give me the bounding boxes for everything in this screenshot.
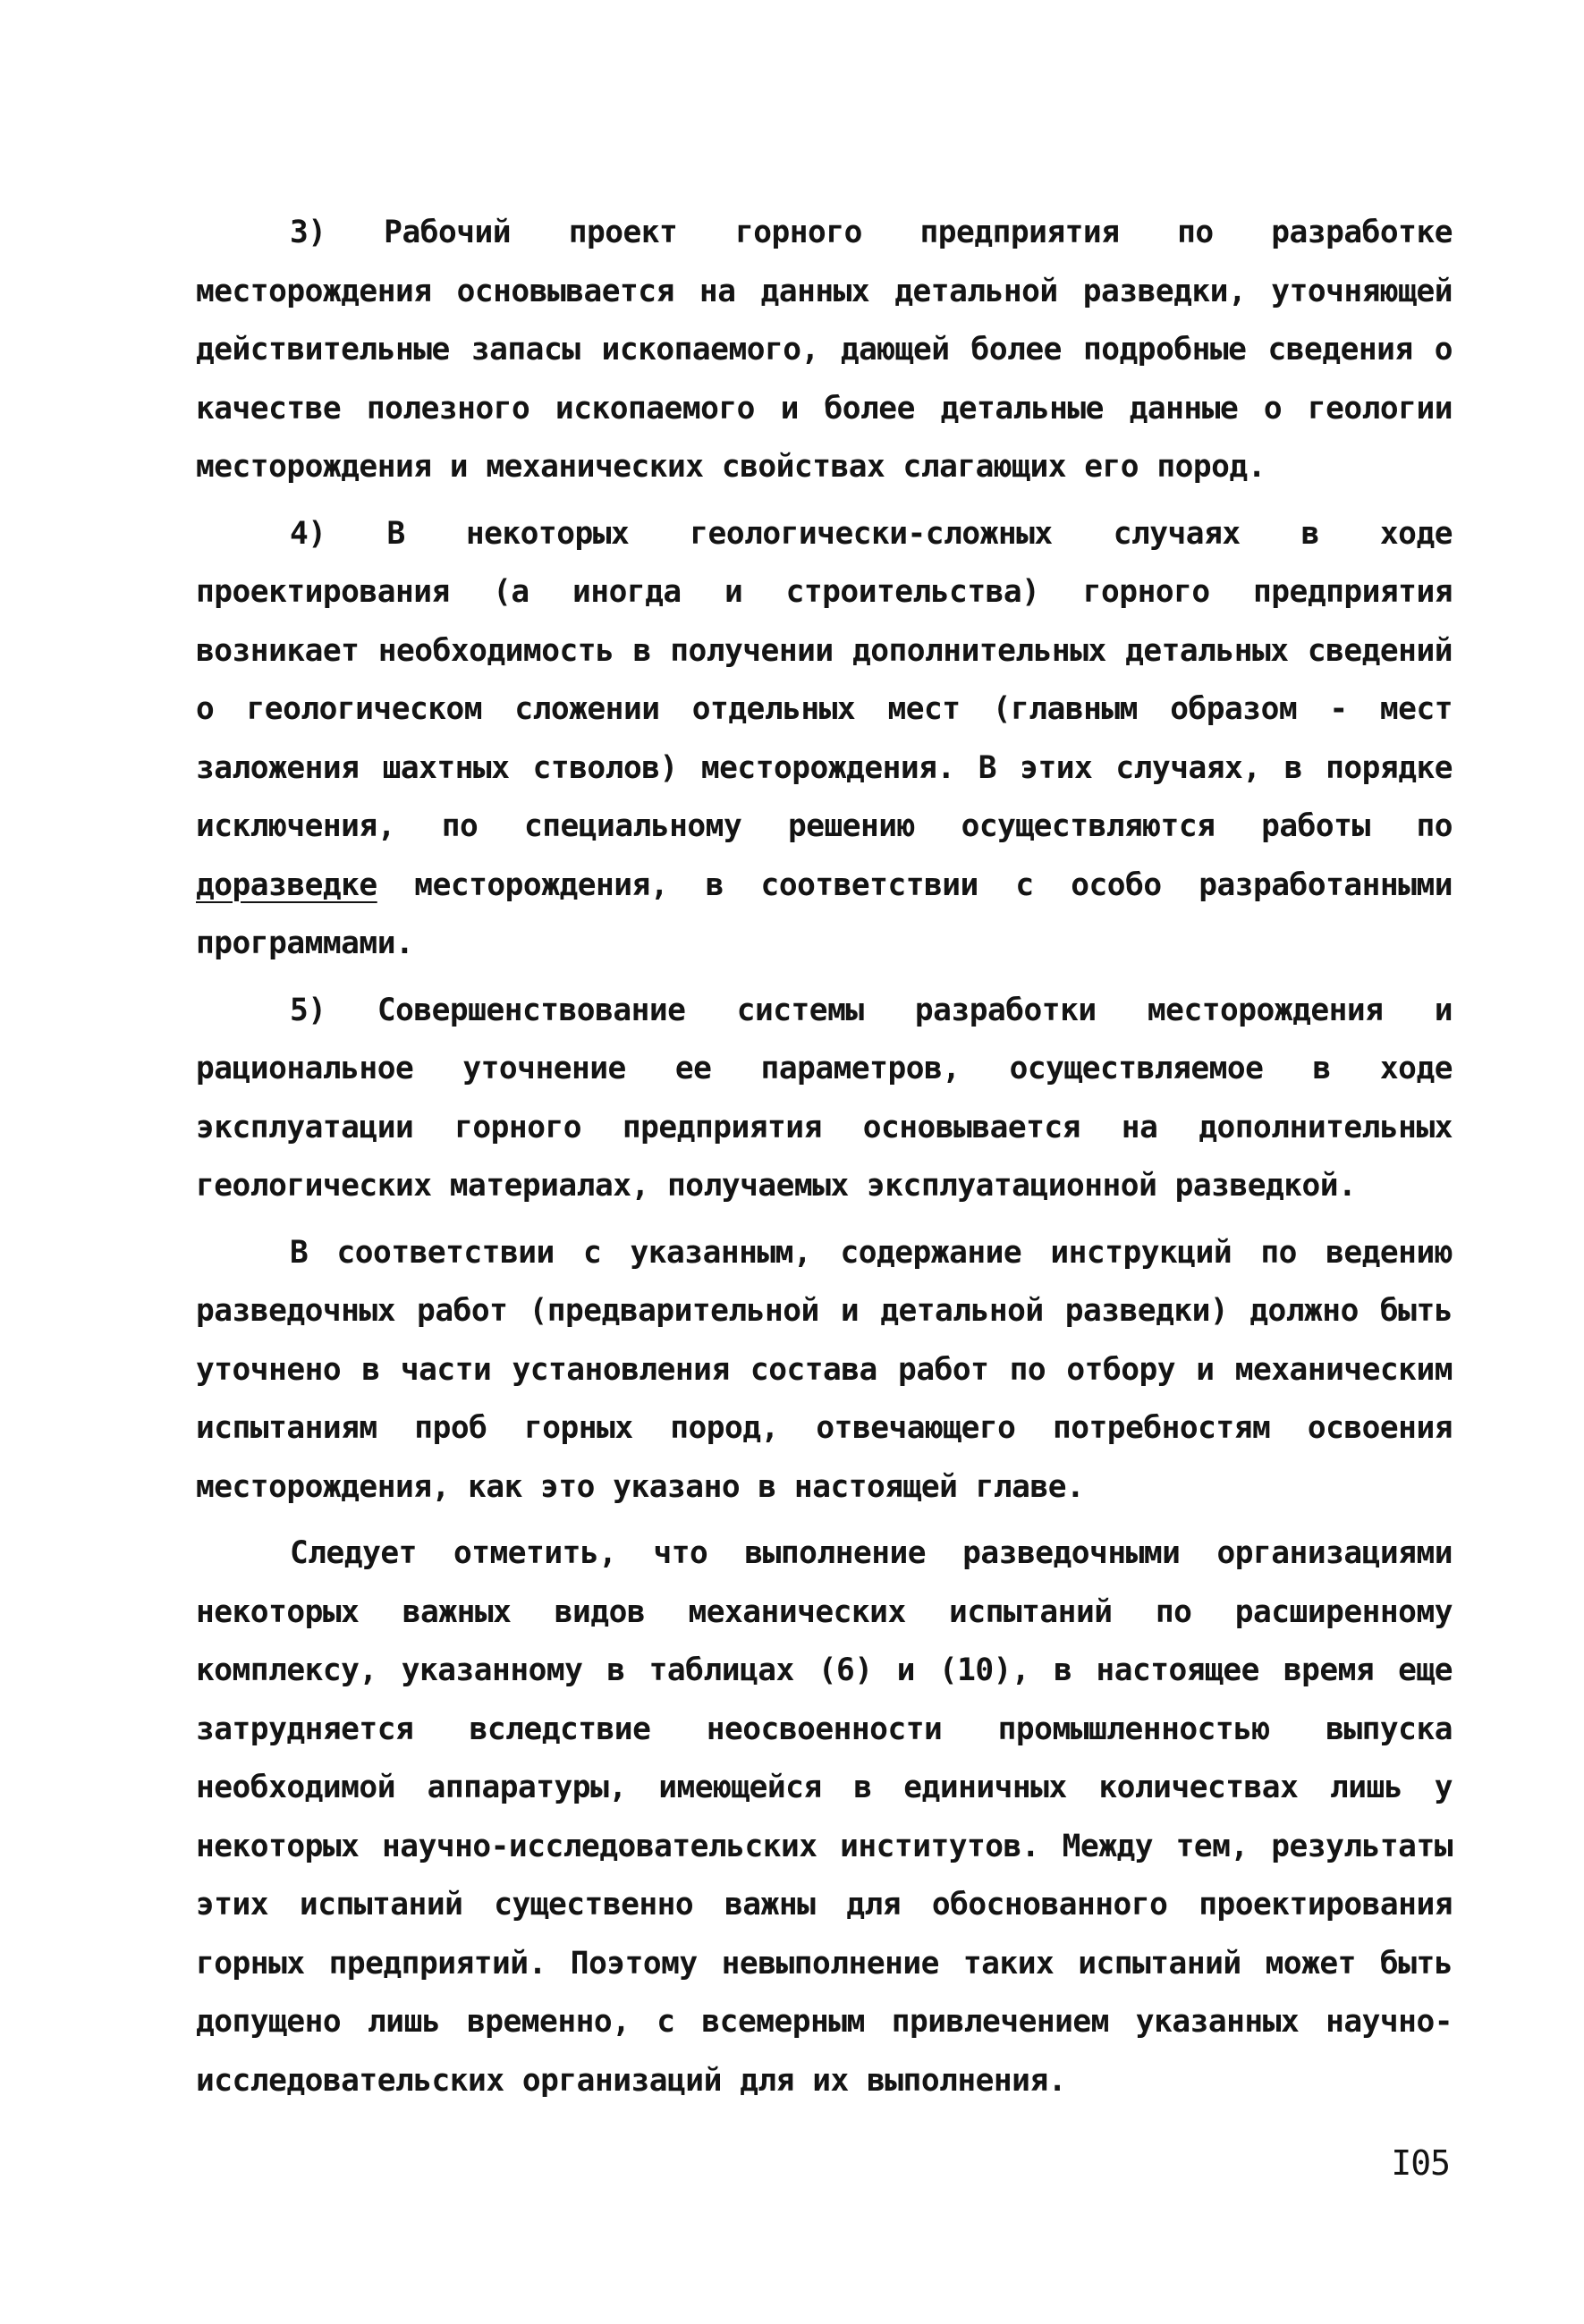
paragraph-note: Следует отметить, что выполнение разведочными организациями некоторых важных видов механических испытаний по расширенному комплексу, указанному в таблицах (6) и (10), в настоящее время еще затрудняется вследствие неосвоенности промышленностью выпуска необходимой аппаратуры, имеющейся в единичных количествах лишь у некоторых научно-исследовательских институтов. Между тем, результаты этих испытаний существенно важны для обоснованного проектирования горных предприятий. Поэтому невыполнение таких испытаний может быть допущено лишь временно, с всемерным привлечением указанных научно-исследовательских организаций для их выполнения. [196,1535,1453,2099]
underlined-term: доразведке [196,866,377,903]
body-text [196,204,1453,2110]
paragraph-3-working-project: 3) Рабочий проект горного предприятия по разработке месторождения основывается на данных детальной разведки, уточняющей действительные запасы ископаемого, дающей более подробные сведения о качестве полезного ископаемого и более детальные данные о геологии месторождения и механических свойствах слагающих его пород. [196,215,1453,485]
paragraph-4-text-after: месторождения, в соответствии с особо разработанными программами. [196,866,1453,961]
paragraph-4-text-before: 4) В некоторых геологически-сложных случаях в ходе проектирования (а иногда и строительства) горного предприятия возникает необходимость в получении дополнительных детальных сведений о геологическом сложении отдельных мест (главным образом - мест заложения шахтных стволов) месторождения. В этих случаях, в порядке исключения, по специальному решению осуществляются работы по [196,515,1453,844]
page-number: I05 [1391,2143,1450,2183]
paragraph-4-additional-exploration [196,505,1453,974]
paragraph-5-development-system: 5) Совершенствование системы разработки месторождения и рациональное уточнение ее параметров, осуществляемое в ходе эксплуатации горного предприятия основывается на дополнительных геологических материалах, получаемых эксплуатационной разведкой. [196,992,1453,1204]
paragraph-instructions: В соответствии с указанным, содержание инструкций по ведению разведочных работ (предварительной и детальной разведки) должно быть уточнено в части установления состава работ по отбору и механическим испытаниям проб горных пород, отвечающего потребностям освоения месторождения, как это указано в настоящей главе. [196,1234,1453,1505]
